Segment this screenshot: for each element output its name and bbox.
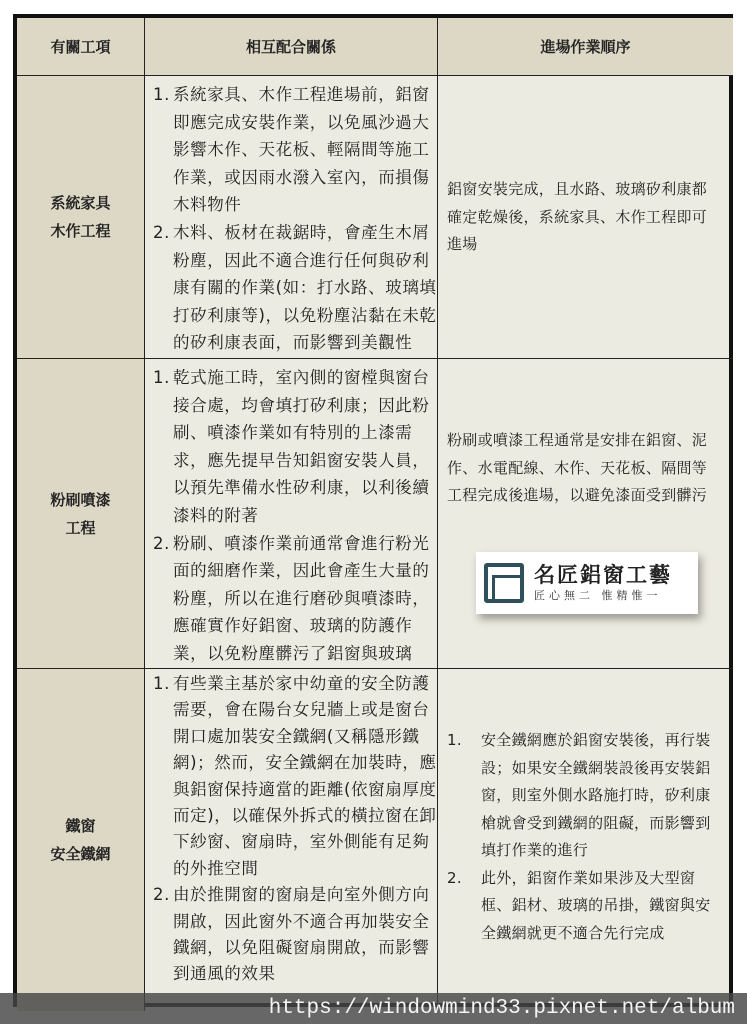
list-item: [153, 530, 437, 668]
window-frame-icon: [484, 563, 524, 603]
text-line: 即應完成安裝作業，以免風沙過大: [173, 112, 430, 132]
work-item-label: 木作工程: [50, 222, 111, 240]
list-item: [153, 364, 437, 530]
text-line: 漆料的附著: [173, 505, 259, 525]
company-logo: [476, 552, 698, 614]
item-number: 1.: [153, 674, 170, 693]
relation-cell: [145, 359, 438, 669]
construction-coordination-table: [13, 14, 733, 1007]
text-line: 的外推空間: [173, 858, 259, 878]
text-line: 的矽利康表面，而影響到美觀性: [173, 333, 413, 353]
text-line: 刷、噴漆作業如有特別的上漆需: [173, 423, 413, 443]
text-line: 求，應先提早告知鋁窗安裝人員，: [173, 450, 430, 470]
logo-subtitle: 匠心無二 惟精惟一: [534, 589, 662, 602]
sequence-cell: [438, 76, 733, 359]
item-number: 2.: [447, 868, 462, 887]
text-line: 槍就會受到鐵網的阻礙，而影響到: [481, 813, 711, 832]
text-line: 業，以免粉塵髒污了鋁窗與玻璃: [173, 643, 413, 663]
work-item-label: 鐵窗: [65, 817, 96, 835]
list-item: [447, 727, 733, 865]
work-item-label: 粉刷噴漆: [50, 490, 111, 509]
header-item: [17, 18, 145, 76]
text-line: 接合處，均會填打矽利康；因此粉: [173, 395, 430, 415]
work-item-label: 工程: [65, 518, 96, 537]
text-line: 粉刷、噴漆作業前通常會進行粉光: [173, 533, 430, 553]
text-line: 系統家具、木作工程進場前，鋁窗: [173, 85, 430, 104]
item-number: 1.: [447, 731, 462, 749]
text-line: 開啟，因此窗外不適合再加裝安全: [173, 911, 430, 931]
text-line: 由於推開窗的窗扇是向室外側方向: [173, 885, 430, 905]
text-line: 確定乾燥後，系統家具、木作工程即可: [447, 207, 708, 226]
text-line: 作、水電配線、木作、天花板、隔間等: [447, 458, 708, 477]
text-line: 全鐵網就更不適合先行完成: [481, 923, 665, 942]
sequence-cell: [438, 669, 733, 1011]
list-item: [447, 176, 733, 259]
text-line: 粉塵，所以在進行磨砂與噴漆時，: [173, 588, 430, 608]
work-item-cell: [17, 669, 145, 1011]
text-line: 需要，會在陽台女兒牆上或是窗台: [173, 700, 430, 720]
text-line: 作業，或因雨水潑入室內，而損傷: [173, 167, 430, 187]
logo-title: 名匠鋁窗工藝: [534, 563, 672, 587]
header-sequence-label: 進場作業順序: [540, 38, 631, 56]
text-line: 工程完成後進場，以避免漆面受到髒污: [447, 486, 708, 504]
text-line: 打矽利康等)，以免粉塵沾黏在未乾: [173, 305, 437, 325]
text-line: 面的細磨作業，因此會產生大量的: [173, 561, 430, 581]
text-line: 窗，則室外側水路施打時，矽利康: [481, 786, 711, 804]
list-item: [153, 882, 437, 988]
text-line: 鐵網，以免阻礙窗扇開啟，而影響: [173, 938, 430, 958]
header-relation-label: 相互配合關係: [245, 38, 336, 56]
item-number: 2.: [153, 222, 170, 242]
text-line: 而定)，以確保外拆式的橫拉窗在卸: [173, 806, 437, 826]
text-line: 開口處加裝安全鐵網(又稱隱形鐵: [173, 726, 420, 746]
item-number: 2.: [153, 885, 170, 905]
text-line: 設；如果安全鐵網裝設後再安裝鋁: [481, 758, 711, 777]
relation-cell: [145, 669, 438, 1011]
text-line: 此外，鋁窗作業如果涉及大型窗: [481, 868, 696, 887]
item-number: 1.: [153, 368, 170, 387]
text-line: 到通風的效果: [173, 964, 276, 984]
work-item-label: 安全鐵網: [50, 845, 111, 863]
text-line: 網)；然而，安全鐵網在加裝時，應: [173, 753, 437, 773]
text-line: 粉刷或噴漆工程通常是安排在鋁窗、泥: [447, 431, 708, 449]
text-line: 下紗窗、窗扇時，室外側能有足夠: [173, 832, 430, 852]
list-item: [153, 219, 437, 357]
text-line: 進場: [447, 235, 478, 253]
work-item-cell: [17, 76, 145, 359]
watermark-url: https://windowmind33.pixnet.net/album: [0, 993, 747, 1024]
text-line: 應確實作好鋁窗、玻璃的防護作: [173, 616, 413, 636]
list-item: [153, 81, 437, 219]
text-line: 與鋁窗保持適當的距離(依窗扇厚度: [173, 779, 437, 799]
text-line: 影響木作、天花板、輕隔間等施工: [173, 140, 430, 160]
text-line: 有些業主基於家中幼童的安全防護: [173, 674, 430, 693]
text-line: 木料、板材在裁鋸時，會產生木屑: [173, 222, 430, 242]
text-line: 以預先準備水性矽利康，以利後續: [173, 478, 430, 498]
text-line: 粉塵，因此不適合進行任何與矽利: [173, 250, 430, 270]
item-number: 2.: [153, 533, 170, 553]
text-line: 安全鐵網應於鋁窗安裝後，再行裝: [481, 731, 711, 749]
list-item: [153, 671, 437, 882]
header-relation: [145, 18, 438, 76]
text-line: 框、鋁材、玻璃的吊掛，鐵窗與安: [481, 896, 711, 914]
text-line: 鋁窗安裝完成，且水路、玻璃矽利康都: [447, 180, 708, 198]
work-item-cell: [17, 359, 145, 669]
work-item-label: 系統家具: [50, 194, 111, 212]
text-line: 木料物件: [173, 195, 242, 215]
sequence-cell: [438, 359, 733, 669]
list-item: [447, 865, 733, 948]
item-number: 1.: [153, 85, 170, 104]
header-item-label: 有關工項: [50, 38, 111, 56]
text-line: 乾式施工時，室內側的窗樘與窗台: [173, 368, 430, 387]
text-line: 填打作業的進行: [481, 841, 589, 859]
relation-cell: [145, 76, 438, 359]
text-line: 康有關的作業(如：打水路、玻璃填: [173, 278, 437, 298]
list-item: [447, 427, 733, 510]
header-sequence: [438, 18, 733, 76]
